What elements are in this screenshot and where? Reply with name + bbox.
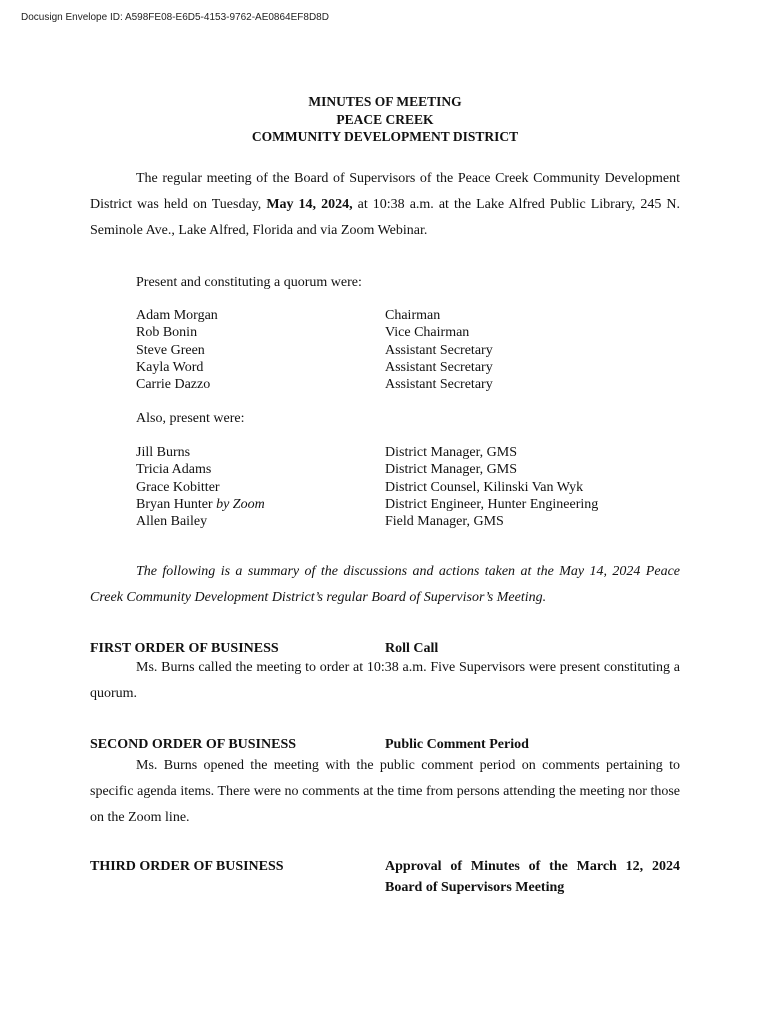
staff-roster [136,444,598,530]
attendee-name-text: Kayla Word [136,359,204,375]
attendee-name-text: Grace Kobitter [136,479,220,495]
third-order-label: THIRD ORDER OF BUSINESS [90,859,284,874]
attendee-name [136,359,385,376]
attendee-role: Chairman [385,308,441,323]
attendee-name [136,376,385,393]
document-title [0,93,770,146]
summary-text: The following is a summary of the discussions and actions taken at the May 14, 2024 Peace Creek Community Development District’s regular Board of Supervisor’s Meeting. [90,564,680,605]
second-order-text: Ms. Burns opened the meeting with the public comment period on comments pertaining to specific agenda items. There were no comments at the time from persons attending the meeting nor those on the Zoom line. [90,758,680,825]
first-order-paragraph [90,655,680,707]
roster-row [136,444,598,461]
third-order-topic [385,856,680,898]
docusign-envelope-id: Docusign Envelope ID: A598FE08-E6D5-4153-9762-AE0864EF8D8D [21,12,329,23]
intro-paragraph [90,166,680,244]
title-line-1: MINUTES OF MEETING [308,94,462,109]
attendee-name [136,444,385,461]
roster-row [136,342,493,359]
roster-row [136,461,598,478]
first-order-label: FIRST ORDER OF BUSINESS [90,641,279,656]
roster-row [136,496,598,513]
attendee-name-text: Carrie Dazzo [136,377,211,393]
attendee-name [136,324,385,341]
roster-row [136,513,598,530]
attendee-name-text: Rob Bonin [136,325,198,341]
attendee-name [136,496,385,513]
first-order-topic: Roll Call [385,641,439,656]
attendee-name [136,307,385,324]
attendee-name [136,513,385,530]
meeting-date: May 14, 2024, [266,197,353,212]
attendee-role: Assistant Secretary [385,359,493,375]
board-roster [136,307,493,393]
roster-row [136,479,598,496]
attendee-name-text: Bryan Hunter [136,496,213,512]
attendee-role: Assistant Secretary [385,342,493,358]
attendee-name [136,461,385,478]
second-order-label: SECOND ORDER OF BUSINESS [90,737,297,752]
third-order-topic-line-2: Board of Supervisors Meeting [385,880,565,895]
attendee-role: District Counsel, Kilinski Van Wyk [385,479,584,495]
attendance-note: by Zoom [216,496,265,512]
roster-row [136,324,493,341]
title-line-2: PEACE CREEK [336,111,434,127]
attendee-name-text: Jill Burns [136,445,191,460]
roster-row [136,376,493,393]
second-order-paragraph [90,753,680,831]
attendee-name-text: Allen Bailey [136,514,208,530]
attendee-role: District Engineer, Hunter Engineering [385,496,599,512]
first-order-text: Ms. Burns called the meeting to order at 10:38 a.m. Five Supervisors were present constituting a quorum. [90,660,680,701]
also-present-label: Also, present were: [136,411,245,426]
intro-text-1: The regular meeting of the Board of Supervisors of the Peace Creek Community Development District was held on Tuesday, [90,171,680,212]
attendee-name-text: Adam Morgan [136,308,218,323]
second-order-topic: Public Comment Period [385,737,529,752]
third-order-topic-line-1: Approval of Minutes of the March 12, 2024 [385,859,680,874]
roster-row [136,359,493,376]
attendee-name [136,479,385,496]
attendee-role: Vice Chairman [385,325,470,341]
attendee-role: District Manager, GMS [385,462,518,478]
roster-row [136,307,493,324]
attendee-role: Assistant Secretary [385,377,493,393]
attendee-role: District Manager, GMS [385,445,518,460]
quorum-label: Present and constituting a quorum were: [136,275,362,290]
intro-text-2: at 10:38 a.m. at the Lake Alfred Public Library, 245 N. Seminole Ave., Lake Alfred, Florida and via Zoom Webinar. [90,197,680,238]
attendee-role: Field Manager, GMS [385,514,504,530]
summary-paragraph [90,559,680,611]
attendee-name-text: Tricia Adams [136,462,212,478]
attendee-name [136,342,385,359]
title-line-3: COMMUNITY DEVELOPMENT DISTRICT [251,129,519,144]
attendee-name-text: Steve Green [136,342,205,358]
